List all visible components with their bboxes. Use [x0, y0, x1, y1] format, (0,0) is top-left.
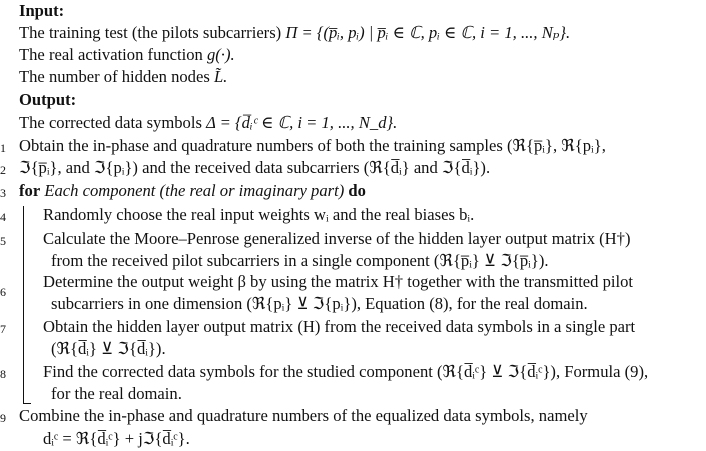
input-line-1: The training test (the pilots subcarriers) Π = {(p̅ᵢ, pᵢ) | p̅ᵢ ∈ ℂ, pᵢ ∈ ℂ, i = 1, ..., Nₚ}.: [19, 23, 571, 42]
do-keyword: do: [348, 181, 366, 200]
algorithm-block: Input: The training test (the pilots subcarriers) Π = {(p̅ᵢ, pᵢ) | p̅ᵢ ∈ ℂ, pᵢ ∈ ℂ, i = 1, ..., Nₚ}. The real activation function g(·). The number of hidden nodes L̃. Output: The corrected data symbols Δ = {d̅ᵢᶜ ∈ ℂ, i = 1, ..., N_d}. 1 Obtain the in-phase and quadrature numbers of both the training samples (ℜ{p̅ᵢ}, ℜ{pᵢ}, 2 ℑ{p̅ᵢ}, and ℑ{pᵢ}) and the received data subcarriers (ℜ{d̅ᵢ} and ℑ{d̅ᵢ}). 3 for Each component (the real or imaginary part) do 4 Randomly choose the real input weights wᵢ and the real biases bᵢ. 5 Calculate the Moore–Penrose generalized inverse of the hidden layer output matrix (H†) from the received pilot subcarriers in a single component (ℜ{p̅ᵢ} ⊻ ℑ{p̅ᵢ}). 6 Determine the output weight β by using the matrix H† together with the transmitted pilot subcarriers in one dimension (ℜ{pᵢ} ⊻ ℑ{pᵢ}), Equation (8), for the real domain. 7 Obtain the hidden layer output matrix (H) from the received data symbols in a single part (ℜ{d̅ᵢ} ⊻ ℑ{d̅ᵢ}). 8 Find the corrected data symbols for the studied component (ℜ{d̅ᵢᶜ} ⊻ ℑ{d̅ᵢᶜ}), Formula (9), for the real domain. 9 Combine the in-phase and quadrature numbers of the equalized data symbols, namely dᵢᶜ = ℜ{d̅ᵢᶜ} + jℑ{d̅ᵢᶜ}.: [0, 1, 649, 448]
input-line-1-math: Π = {(p̅ᵢ, pᵢ) | p̅ᵢ ∈ ℂ, pᵢ ∈ ℂ, i = 1, ..., Nₚ}.: [285, 23, 571, 42]
input-line-2: The real activation function g(·).: [19, 45, 235, 64]
output-line-1-math: Δ = {d̅ᵢᶜ ∈ ℂ, i = 1, ..., N_d}.: [206, 113, 398, 132]
input-line-2-math: g(·).: [206, 45, 235, 64]
input-line-3: The number of hidden nodes L̃.: [19, 67, 228, 86]
loop-bar: [23, 206, 24, 404]
for-keyword: for: [19, 181, 41, 200]
output-line-1: The corrected data symbols Δ = {d̅ᵢᶜ ∈ ℂ, i = 1, ..., N_d}.: [19, 113, 398, 132]
loop-bar-foot: [23, 403, 31, 404]
input-line-3-math: L̃.: [213, 67, 228, 86]
for-condition: Each component (the real or imaginary part): [44, 181, 345, 200]
input-heading: Input:: [19, 1, 65, 20]
output-heading: Output:: [19, 90, 77, 109]
